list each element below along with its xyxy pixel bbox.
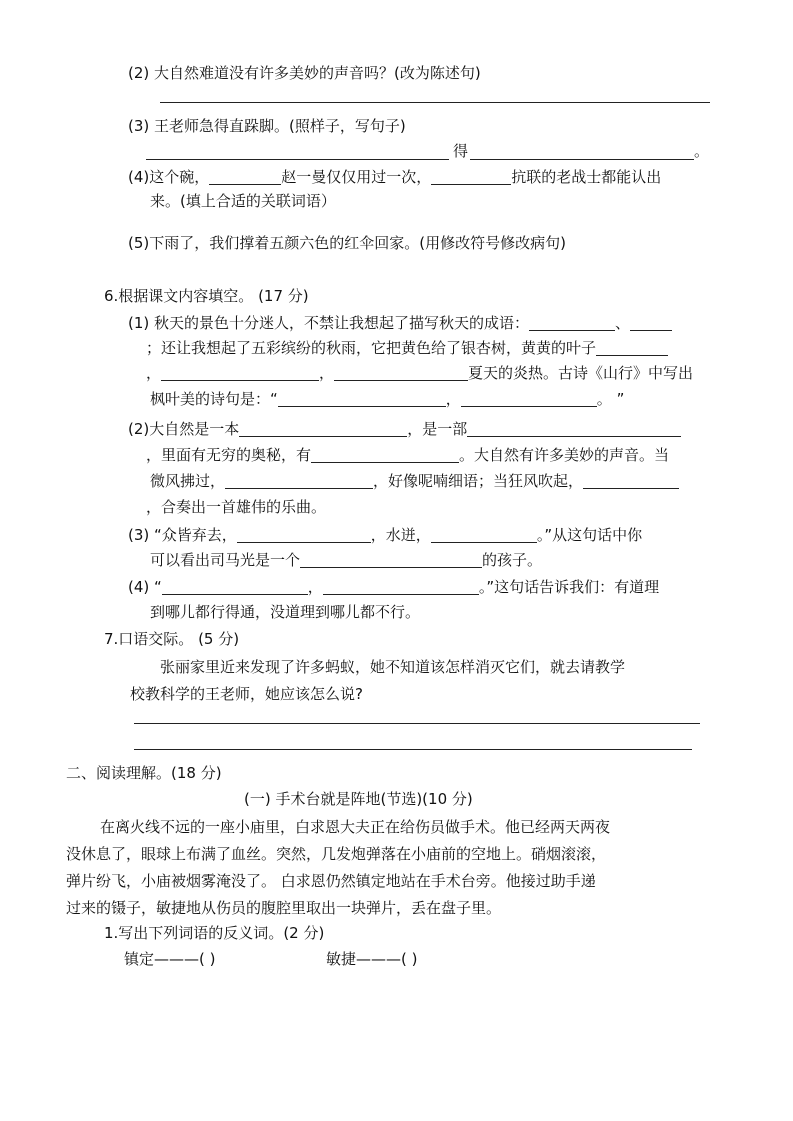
q7-text-a: 张丽家里近来发现了许多蚂蚁，她不知道该怎样消灭它们，就去请教学 [160,658,626,676]
q6-p2-line3 [150,470,679,492]
q6-p1-b: ；还让我想起了五彩缤纷的秋雨，它把黄色给了银杏树，黄黄的叶子 [146,339,597,357]
q6-p3-line1 [128,524,642,546]
q5-item-5: (5)下雨了，我们撑着五颜六色的红伞回家。(用修改符号修改病句) [128,234,566,252]
q6-p2-b2: 。大自然有许多美妙的声音。当 [459,446,670,464]
q5-item-4-b: 赵一曼仅仅用过一次， [281,168,432,186]
answer-line[interactable] [146,159,449,160]
q6-p4-line1 [128,576,659,598]
answer-blank[interactable] [431,526,537,543]
answer-blank[interactable] [237,526,371,543]
answer-blank[interactable] [225,472,373,489]
q6-p3-a1: (3) “众皆弃去， [128,526,237,544]
answer-blank[interactable] [467,420,681,437]
q6-p4-b: 到哪儿都行得通，没道理到哪儿都不行。 [150,603,421,621]
q6-p1-d3: 。 ” [596,390,625,408]
q7-title: 7.口语交际。 (5 分) [104,630,240,648]
q5-item-4-line1 [128,166,661,188]
q6-p1-a: (1) 秋天的景色十分迷人，不禁让我想起了描写秋天的成语： [128,314,530,332]
q6-p1-d1: 枫叶美的诗句是：“ [150,390,278,408]
q6-p1-line4 [150,388,624,410]
answer-blank[interactable] [162,578,308,595]
q6-p3-a3: 。”从这句话中你 [536,526,643,544]
q6-p1-line3 [146,362,693,384]
q6-p4-a2: ， [307,578,323,596]
q6-p1-c3: 夏天的炎热。古诗《山行》中写出 [468,364,694,382]
reading-para-line: 在离火线不远的一座小庙里，白求恩大夫正在给伤员做手术。他已经两天两夜 [100,818,611,836]
answer-blank[interactable] [323,578,479,595]
q6-p2-a2: ，是一部 [407,420,468,438]
q6-p2-a1: (2)大自然是一本 [128,420,240,438]
reading-para-line: 过来的镊子，敏捷地从伤员的腹腔里取出一块弹片，丢在盘子里。 [66,899,502,917]
q6-p2-c1: 微风拂过， [150,472,226,490]
q6-p1-c2: ， [319,364,335,382]
q6-p2-line2 [146,444,669,466]
answer-blank[interactable] [334,364,468,381]
q6-p2-b1: ，里面有无穷的奥秘，有 [146,446,312,464]
answer-line[interactable] [470,159,694,160]
part2-title: 二、阅读理解。(18 分) [66,764,222,782]
q6-p1-line1 [128,312,672,334]
q5-item-2: (2) 大自然难道没有许多美妙的声音吗？(改为陈述句) [128,64,481,82]
q6-p1-d2: ， [445,390,461,408]
answer-line[interactable] [160,102,710,103]
q6-p2-line1 [128,418,681,440]
q5-item-4-d: 来。(填上合适的关联词语） [150,192,336,210]
answer-blank[interactable] [630,314,672,331]
reading-para-line: 弹片纷飞，小庙被烟雾淹没了。 白求恩仍然镇定地站在手术台旁。他接过助手递 [66,872,596,890]
q5-item-3-end: 。 [694,142,710,160]
answer-blank[interactable] [278,390,446,407]
q5-item-3: (3) 王老师急得直跺脚。(照样子，写句子) [128,117,406,135]
q5-item-4-c: 抗联的老战士都能认出 [511,168,662,186]
answer-blank[interactable] [431,168,511,185]
part2-sub-title: (一) 手术台就是阵地(节选)(10 分) [244,790,473,808]
answer-blank[interactable] [239,420,407,437]
answer-line[interactable] [134,723,700,724]
antonym-item-1[interactable]: 镇定———( ) [124,950,216,968]
answer-blank[interactable] [596,339,668,356]
q6-p2-c2: ，好像呢喃细语；当狂风吹起， [373,472,584,490]
q6-p1-c1: ， [146,364,162,382]
q6-p2-d: ，合奏出一首雄伟的乐曲。 [146,498,327,516]
q6-p4-a1: (4) “ [128,578,162,596]
antonym-item-2[interactable]: 敏捷———( ) [326,950,418,968]
answer-blank[interactable] [300,551,482,568]
answer-blank[interactable] [209,168,281,185]
q6-p3-a2: ，水迸， [370,526,431,544]
q6-p4-a3: 。”这句话告诉我们：有道理 [478,578,660,596]
part2-q1: 1.写出下列词语的反义词。(2 分) [104,924,325,942]
q6-p1-line2 [146,337,668,359]
answer-blank[interactable] [529,314,615,331]
q6-p3-b2: 的孩子。 [482,551,543,569]
q6-p3-b1: 可以看出司马光是一个 [150,551,301,569]
answer-line[interactable] [134,749,692,750]
q7-text-b: 校教科学的王老师，她应该怎么说? [130,685,363,703]
q5-item-4-a: (4)这个碗， [128,168,210,186]
answer-blank[interactable] [461,390,597,407]
answer-blank[interactable] [583,472,679,489]
q6-p3-line2 [150,549,542,571]
answer-blank[interactable] [161,364,319,381]
reading-para-line: 没休息了，眼球上布满了血丝。突然，几发炮弹落在小庙前的空地上。硝烟滚滚， [66,845,607,863]
q5-item-3-mid: 得 [453,142,469,160]
q6-title: 6.根据课文内容填空。 (17 分) [104,287,309,305]
q6-p1-sep: 、 [615,314,631,332]
answer-blank[interactable] [311,446,459,463]
